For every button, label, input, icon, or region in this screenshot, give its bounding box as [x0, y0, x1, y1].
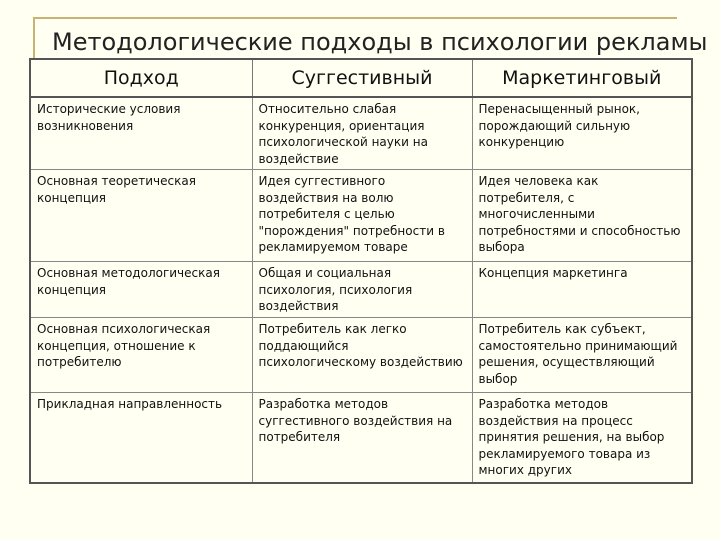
- suggestive-cell: Идея суггестивного воздействия на волю потребителя с целью "порождения" потребности в рекламируемом товаре: [252, 170, 472, 262]
- column-header-marketing: Маркетинговый: [472, 59, 692, 97]
- suggestive-cell: Разработка методов суггестивного воздействия на потребителя: [252, 393, 472, 483]
- suggestive-cell: Относительно слабая конкуренция, ориентация психологической науки на воздействие: [252, 97, 472, 170]
- marketing-cell: Разработка методов воздействия на процесс принятия решения, на выбор рекламируемого товара из многих других: [472, 393, 692, 483]
- table-row: [30, 318, 692, 393]
- title-frame-left-line: [33, 17, 35, 59]
- table-row: [30, 393, 692, 483]
- comparison-table: [29, 58, 693, 484]
- slide-title: Методологические подходы в психологии рекламы: [52, 28, 708, 56]
- marketing-cell: Потребитель как субъект, самостоятельно принимающий решения, осуществляющий выбор: [472, 318, 692, 393]
- marketing-cell: Перенасыщенный рынок, порождающий сильную конкуренцию: [472, 97, 692, 170]
- title-frame-top-line: [33, 17, 677, 19]
- table-header-row: [30, 59, 692, 97]
- row-label: Основная методологическая концепция: [30, 262, 252, 318]
- row-label: Прикладная направленность: [30, 393, 252, 483]
- table-row: [30, 170, 692, 262]
- suggestive-cell: Потребитель как легко поддающийся психологическому воздействию: [252, 318, 472, 393]
- row-label: Основная теоретическая концепция: [30, 170, 252, 262]
- row-label: Основная психологическая концепция, отношение к потребителю: [30, 318, 252, 393]
- table-row: [30, 97, 692, 170]
- marketing-cell: Концепция маркетинга: [472, 262, 692, 318]
- row-label: Исторические условия возникновения: [30, 97, 252, 170]
- column-header-approach: Подход: [30, 59, 252, 97]
- table-row: [30, 262, 692, 318]
- column-header-suggestive: Суггестивный: [252, 59, 472, 97]
- suggestive-cell: Общая и социальная психология, психология воздействия: [252, 262, 472, 318]
- marketing-cell: Идея человека как потребителя, с многочисленными потребностями и способностью выбора: [472, 170, 692, 262]
